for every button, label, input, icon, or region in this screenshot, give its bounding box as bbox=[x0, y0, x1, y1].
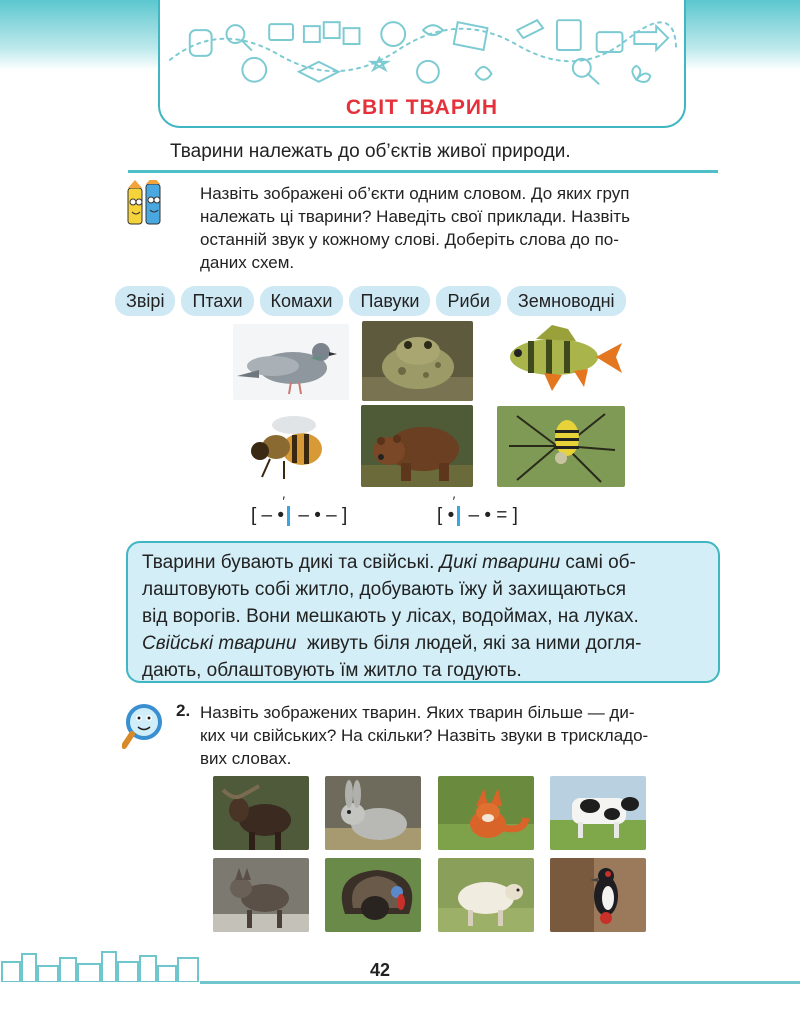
stressed-dot: ′ • bbox=[448, 505, 455, 526]
info-line bbox=[142, 549, 710, 576]
title-banner bbox=[158, 0, 686, 128]
task1-line: належать ці тварини? Наведіть свої приклади. Назвіть bbox=[200, 207, 630, 226]
moose-image bbox=[213, 776, 309, 850]
intro-statement: Тварини належать до об’єктів живої природи. bbox=[170, 141, 571, 162]
category-pills bbox=[115, 286, 735, 316]
footer-divider bbox=[200, 981, 800, 984]
scheme1-open: [ – bbox=[251, 505, 273, 526]
rabbit-image bbox=[325, 776, 421, 850]
task2-instructions bbox=[200, 701, 720, 770]
task1-instructions bbox=[200, 182, 720, 274]
info-text: живуть біля людей, які за ними догля- bbox=[296, 633, 642, 654]
task2-number: 2. bbox=[176, 701, 191, 720]
sound-scheme-2 bbox=[437, 505, 518, 527]
magnifier-icon bbox=[122, 702, 170, 750]
category-pill: Павуки bbox=[349, 286, 430, 316]
info-term-domestic: Свійські тварини bbox=[142, 633, 297, 654]
task2-line: ких чи свійських? На скільки? Назвіть звуки в трискладо- bbox=[200, 726, 649, 745]
bee-image bbox=[240, 407, 341, 484]
info-term-wild: Дикі тварини bbox=[439, 552, 561, 573]
page-number: 42 bbox=[370, 960, 391, 980]
info-box bbox=[126, 541, 720, 683]
task1-line: Назвіть зображені об’єкти одним словом. До яких груп bbox=[200, 184, 630, 203]
divider bbox=[128, 170, 718, 173]
scheme2-rest: – • = ] bbox=[468, 505, 518, 526]
category-pill: Комахи bbox=[260, 286, 344, 316]
category-pill: Звірі bbox=[115, 286, 175, 316]
task2-line: вих словах. bbox=[200, 749, 292, 768]
city-skyline-decoration bbox=[0, 950, 205, 982]
syllable-separator bbox=[287, 506, 290, 526]
fox-image bbox=[438, 776, 534, 850]
category-pill: Земноводні bbox=[507, 286, 626, 316]
pencils-icon bbox=[122, 180, 172, 230]
info-line: лаштовують собі житло, добувають їжу й захищаються bbox=[142, 579, 626, 600]
task1-line: останній звук у кожному слові. Доберіть слова до по- bbox=[200, 230, 619, 249]
info-line: від ворогів. Вони мешкають у лісах, водоймах, на луках. bbox=[142, 606, 639, 627]
sound-scheme-1 bbox=[251, 505, 347, 527]
cow-image bbox=[550, 776, 646, 850]
brown-bear-image bbox=[361, 405, 473, 487]
task1-line: даних схем. bbox=[200, 253, 295, 272]
wolf-image bbox=[213, 858, 309, 932]
pigeon-image bbox=[233, 324, 349, 400]
woodpecker-image bbox=[550, 858, 646, 932]
perch-fish-image bbox=[496, 321, 624, 399]
category-pill: Риби bbox=[436, 286, 500, 316]
info-text: Тварини бувають дикі та свійські. bbox=[142, 552, 440, 573]
page-title: СВІТ ТВАРИН bbox=[345, 96, 499, 119]
scheme1-rest: – • – ] bbox=[298, 505, 348, 526]
spider-image bbox=[497, 406, 625, 487]
sheep-image bbox=[438, 858, 534, 932]
scheme2-open: [ bbox=[437, 505, 443, 526]
school-doodles-illustration bbox=[160, 0, 684, 90]
info-text: самі об- bbox=[560, 552, 636, 573]
info-line bbox=[142, 630, 710, 657]
syllable-separator bbox=[457, 506, 460, 526]
stressed-dot: ′ • bbox=[277, 505, 284, 526]
task2-line: Назвіть зображених тварин. Яких тварин більше — ди- bbox=[200, 703, 635, 722]
turkey-image bbox=[325, 858, 421, 932]
category-pill: Птахи bbox=[181, 286, 253, 316]
info-line: дають, облаштовують їм житло та годують. bbox=[142, 660, 522, 681]
toad-image bbox=[362, 321, 473, 401]
